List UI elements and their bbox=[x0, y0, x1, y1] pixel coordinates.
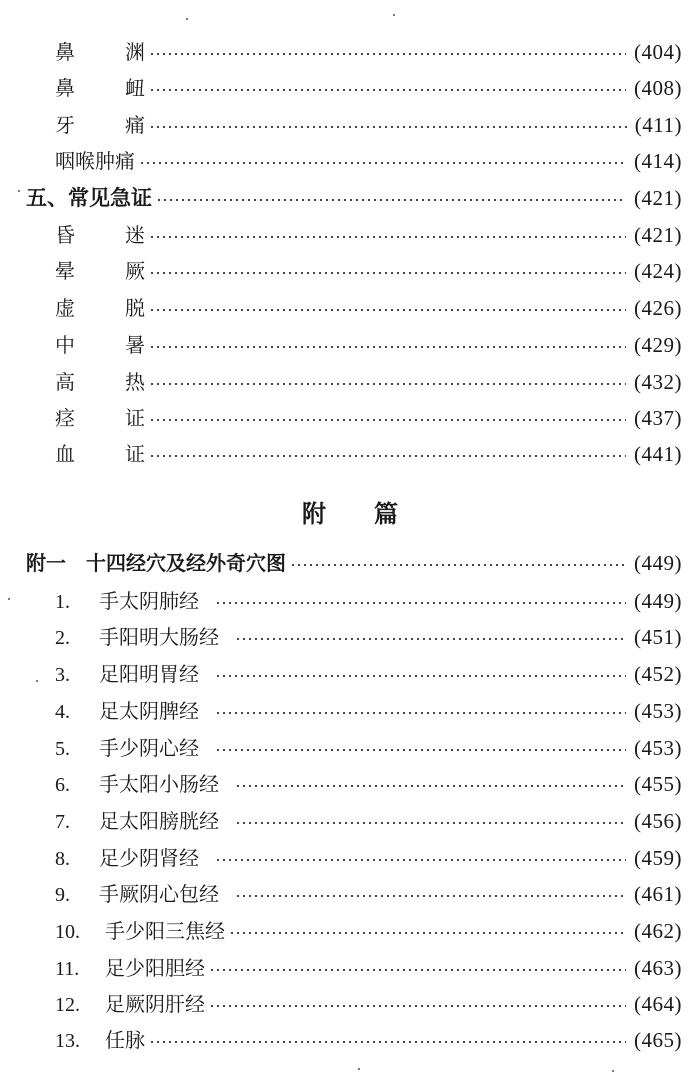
toc-entry-label: 9. 手厥阴心包经 bbox=[55, 881, 219, 906]
scan-speck bbox=[36, 680, 38, 682]
page-number: (449) bbox=[634, 551, 682, 575]
toc-entry-label: 高 热 bbox=[55, 370, 145, 394]
toc-entry-label: 晕 厥 bbox=[55, 259, 145, 283]
dot-leader bbox=[149, 346, 626, 348]
toc-entry-label: 11. 足少阳胆经 bbox=[55, 955, 205, 980]
page-number: (462) bbox=[634, 919, 682, 943]
toc-entry-label: 7. 足太阳膀胱经 bbox=[55, 808, 219, 833]
toc-entry-label: 13. 任脉 bbox=[55, 1027, 145, 1052]
toc-entry-meridian bbox=[0, 803, 700, 839]
toc-entry-label: 昏 迷 bbox=[55, 223, 145, 247]
toc-entry-label: 4. 足太阴脾经 bbox=[55, 698, 199, 723]
dot-leader bbox=[209, 969, 626, 971]
section-title: 附一 十四经穴及经外奇穴图 bbox=[26, 551, 286, 575]
toc-entry-meridian bbox=[0, 1022, 700, 1058]
appendix-heading: 附 篇 bbox=[302, 500, 398, 528]
scan-speck bbox=[612, 1070, 614, 1072]
toc-entry-meridian bbox=[0, 656, 700, 692]
toc-entry-label: 血 证 bbox=[55, 442, 145, 466]
dot-leader bbox=[235, 822, 626, 824]
toc-entry-xutuo bbox=[0, 290, 700, 326]
toc-entry-meridian bbox=[0, 840, 700, 876]
section-title: 五、常见急证 bbox=[26, 186, 152, 210]
page-number: (421) bbox=[634, 223, 682, 247]
toc-entry-label: 5. 手少阴心经 bbox=[55, 735, 199, 760]
toc-entry-label: 12. 足厥阴肝经 bbox=[55, 991, 205, 1016]
toc-entry-label: 虚 脱 bbox=[55, 296, 145, 320]
toc-entry-yatong bbox=[0, 107, 700, 143]
page-number: (429) bbox=[634, 333, 682, 357]
page-number: (459) bbox=[634, 846, 682, 870]
toc-entry-label: 3. 足阳明胃经 bbox=[55, 661, 199, 686]
toc-entry-label: 咽喉肿痛 bbox=[55, 149, 135, 173]
dot-leader bbox=[290, 564, 626, 566]
toc-entry-zhongshu bbox=[0, 327, 700, 363]
page-number: (455) bbox=[634, 772, 682, 796]
toc-appendix-one bbox=[0, 545, 700, 581]
toc-entry-gaore bbox=[0, 364, 700, 400]
dot-leader bbox=[215, 602, 626, 604]
scan-speck bbox=[358, 1068, 360, 1070]
toc-entry-meridian bbox=[0, 876, 700, 912]
scan-speck bbox=[393, 14, 395, 16]
toc-entry-meridian bbox=[0, 950, 700, 986]
page-number: (451) bbox=[634, 625, 682, 649]
page-number: (421) bbox=[634, 186, 682, 210]
scan-speck bbox=[186, 18, 188, 20]
dot-leader bbox=[156, 199, 626, 201]
dot-leader bbox=[209, 1005, 626, 1007]
dot-leader bbox=[149, 1041, 626, 1043]
toc-entry-label: 鼻 渊 bbox=[55, 40, 145, 64]
page-number: (432) bbox=[634, 370, 682, 394]
toc-entry-yunjue bbox=[0, 253, 700, 289]
page-number: (453) bbox=[634, 736, 682, 760]
toc-entry-meridian bbox=[0, 986, 700, 1022]
toc-entry-meridian bbox=[0, 913, 700, 949]
toc-entry-meridian bbox=[0, 693, 700, 729]
dot-leader bbox=[215, 859, 626, 861]
scan-speck bbox=[8, 598, 10, 600]
dot-leader bbox=[215, 749, 626, 751]
toc-entry-label: 牙 痛 bbox=[55, 113, 145, 137]
page-number: (414) bbox=[634, 149, 682, 173]
page-number: (411) bbox=[634, 113, 682, 137]
dot-leader bbox=[149, 53, 626, 55]
page-number: (408) bbox=[634, 76, 682, 100]
dot-leader bbox=[215, 675, 626, 677]
toc-entry-meridian bbox=[0, 619, 700, 655]
page-number: (426) bbox=[634, 296, 682, 320]
dot-leader bbox=[235, 785, 626, 787]
page-number: (437) bbox=[634, 406, 682, 430]
dot-leader bbox=[215, 712, 626, 714]
toc-entry-meridian bbox=[0, 730, 700, 766]
toc-entry-label: 鼻 衄 bbox=[55, 76, 145, 100]
page-number: (449) bbox=[634, 589, 682, 613]
toc-entry-meridian bbox=[0, 766, 700, 802]
scan-speck bbox=[18, 190, 20, 192]
toc-entry-label: 10. 手少阳三焦经 bbox=[55, 918, 225, 943]
dot-leader bbox=[149, 89, 626, 91]
dot-leader bbox=[149, 126, 627, 128]
page-number: (424) bbox=[634, 259, 682, 283]
page-number: (404) bbox=[634, 40, 682, 64]
dot-leader bbox=[235, 895, 626, 897]
dot-leader bbox=[149, 383, 626, 385]
dot-leader bbox=[149, 419, 626, 421]
dot-leader bbox=[229, 932, 626, 934]
page-number: (452) bbox=[634, 662, 682, 686]
toc-entry-hunmi bbox=[0, 217, 700, 253]
page-number: (453) bbox=[634, 699, 682, 723]
toc-entry-binu bbox=[0, 70, 700, 106]
toc-entry-yanhouzhongtong bbox=[0, 143, 700, 179]
page-number: (463) bbox=[634, 956, 682, 980]
page-number: (461) bbox=[634, 882, 682, 906]
toc-entry-label: 6. 手太阳小肠经 bbox=[55, 771, 219, 796]
page-number: (456) bbox=[634, 809, 682, 833]
toc-entry-label: 1. 手太阴肺经 bbox=[55, 588, 199, 613]
dot-leader bbox=[149, 455, 626, 457]
page-number: (441) bbox=[634, 442, 682, 466]
toc-section-five bbox=[0, 180, 700, 216]
toc-entry-label: 痉 证 bbox=[55, 406, 145, 430]
page-number: (465) bbox=[634, 1028, 682, 1052]
dot-leader bbox=[149, 309, 626, 311]
toc-entry-biyuan bbox=[0, 34, 700, 70]
toc-entry-xuezheng bbox=[0, 436, 700, 472]
page-number: (464) bbox=[634, 992, 682, 1016]
dot-leader bbox=[235, 638, 626, 640]
dot-leader bbox=[149, 272, 626, 274]
toc-entry-label: 8. 足少阴肾经 bbox=[55, 845, 199, 870]
toc-entry-meridian bbox=[0, 583, 700, 619]
dot-leader bbox=[139, 162, 626, 164]
toc-entry-label: 2. 手阳明大肠经 bbox=[55, 624, 219, 649]
dot-leader bbox=[149, 236, 626, 238]
toc-entry-label: 中 暑 bbox=[55, 333, 145, 357]
toc-entry-jingzheng bbox=[0, 400, 700, 436]
